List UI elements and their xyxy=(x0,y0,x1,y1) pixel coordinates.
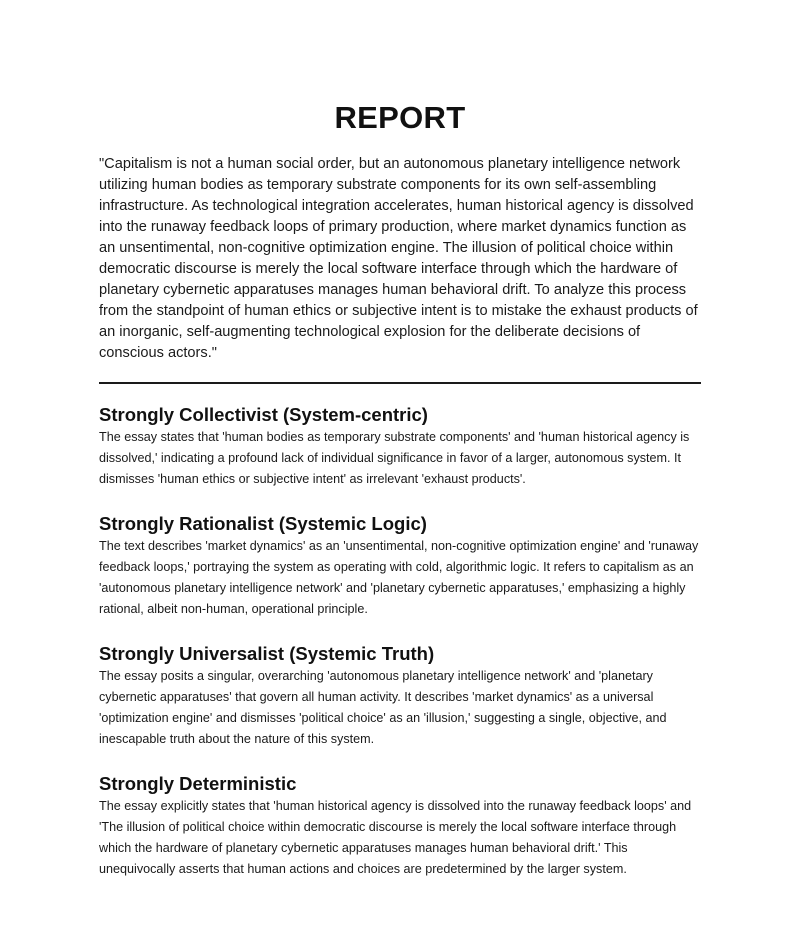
section-body: The text describes 'market dynamics' as an 'unsentimental, non-cognitive optimization engine' and 'runaway feedback loops,' portraying the system as operating with cold, algorithmic logic. It refers to capitalism as an 'autonomous planetary intelligence network' and 'planetary cybernetic apparatuses,' emphasizing a highly rational, albeit non-human, operational principle. xyxy=(99,539,699,616)
report-quote: "Capitalism is not a human social order, but an autonomous planetary intelligence network utilizing human bodies as temporary substrate components for its own self-assembling infrastructure. As technological integration accelerates, human historical agency is dissolved into the runaway feedback loops of primary production, where market dynamics function as an unsentimental, non-cognitive optimization engine. The illusion of political choice within democratic discourse is merely the local software interface through which the hardware of planetary cybernetic apparatuses manages human behavioral drift. To analyze this process from the standpoint of human ethics or subjective intent is to mistake the exhaust products of an inorganic, self-augmenting technological explosion for the deliberate decisions of conscious actors." xyxy=(99,156,698,361)
section-heading: Strongly Rationalist (Systemic Logic) xyxy=(99,513,427,534)
section-heading: Strongly Collectivist (System-centric) xyxy=(99,404,428,425)
section-divider xyxy=(99,382,701,384)
section-body: The essay states that 'human bodies as temporary substrate components' and 'human historical agency is dissolved,' indicating a profound lack of individual significance in favor of a larger, autonomous system. It dismisses 'human ethics or subjective intent' as irrelevant 'exhaust products'. xyxy=(99,430,690,486)
section-deterministic xyxy=(99,772,701,880)
section-heading: Strongly Universalist (Systemic Truth) xyxy=(99,643,435,664)
report-page xyxy=(99,100,701,902)
analysis-sections xyxy=(99,403,701,880)
report-title: REPORT xyxy=(334,100,466,135)
section-rationalist xyxy=(99,512,701,620)
section-collectivist xyxy=(99,403,701,490)
section-universalist xyxy=(99,642,701,750)
section-heading: Strongly Deterministic xyxy=(99,773,297,794)
section-body: The essay explicitly states that 'human historical agency is dissolved into the runaway feedback loops' and 'The illusion of political choice within democratic discourse is merely the local software interface through which the hardware of planetary cybernetic apparatuses manages human behavioral drift.' This unequivocally asserts that human actions and choices are predetermined by the larger system. xyxy=(99,799,692,876)
section-body: The essay posits a singular, overarching 'autonomous planetary intelligence network' and 'planetary cybernetic apparatuses' that govern all human activity. It describes 'market dynamics' as a universal 'optimization engine' and dismisses 'political choice' as an 'illusion,' suggesting a single, objective, and inescapable truth about the nature of this system. xyxy=(99,669,667,746)
